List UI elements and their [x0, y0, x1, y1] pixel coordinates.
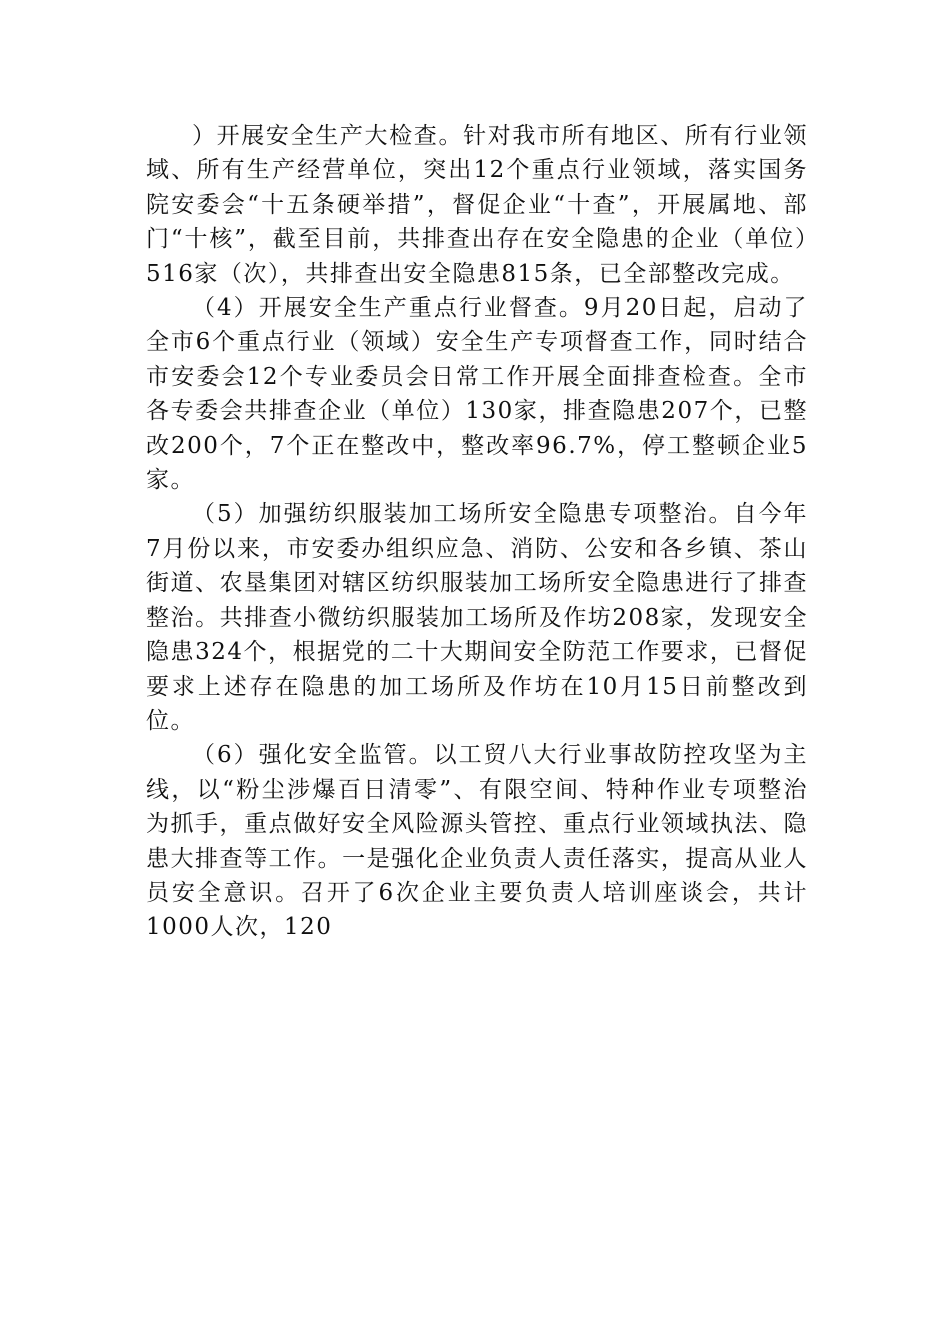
paragraph-safety-inspection: ）开展安全生产大检查。针对我市所有地区、所有行业领域、所有生产经营单位，突出12个重点行业领域，落实国务院安委会“十五条硬举措”，督促企业“十查”，开展属地、部门“十核”，截至目前，共排查出存在安全隐患的企业（单位）516家（次），共排查出安全隐患815条，已全部整改完成。 — [146, 123, 808, 287]
paragraph-safety-supervision: （6）强化安全监管。以工贸八大行业事故防控攻坚为主线，以“粉尘涉爆百日清零”、有限空间、特种作业专项整治为抓手，重点做好安全风险源头管控、重点行业领域执法、隐患大排查等工作。一是强化企业负责人责任落实，提高从业人员安全意识。召开了6次企业主要负责人培训座谈会，共计1000人次，120 — [146, 742, 808, 941]
document-body — [146, 119, 808, 945]
paragraph-key-industry-supervision: （4）开展安全生产重点行业督查。9月20日起，启动了全市6个重点行业（领域）安全生产专项督查工作，同时结合市安委会12个专业委员会日常工作开展全面排查检查。全市各专委会共排查企业（单位）130家，排查隐患207个，已整改200个，7个正在整改中，整改率96.7%，停工整顿企业5家。 — [146, 295, 808, 494]
paragraph-textile-rectification: （5）加强纺织服装加工场所安全隐患专项整治。自今年7月份以来，市安委办组织应急、消防、公安和各乡镇、茶山街道、农垦集团对辖区纺织服装加工场所安全隐患进行了排查整治。共排查小微纺织服装加工场所及作坊208家，发现安全隐患324个，根据党的二十大期间安全防范工作要求，已督促要求上述存在隐患的加工场所及作坊在10月15日前整改到位。 — [146, 501, 808, 734]
